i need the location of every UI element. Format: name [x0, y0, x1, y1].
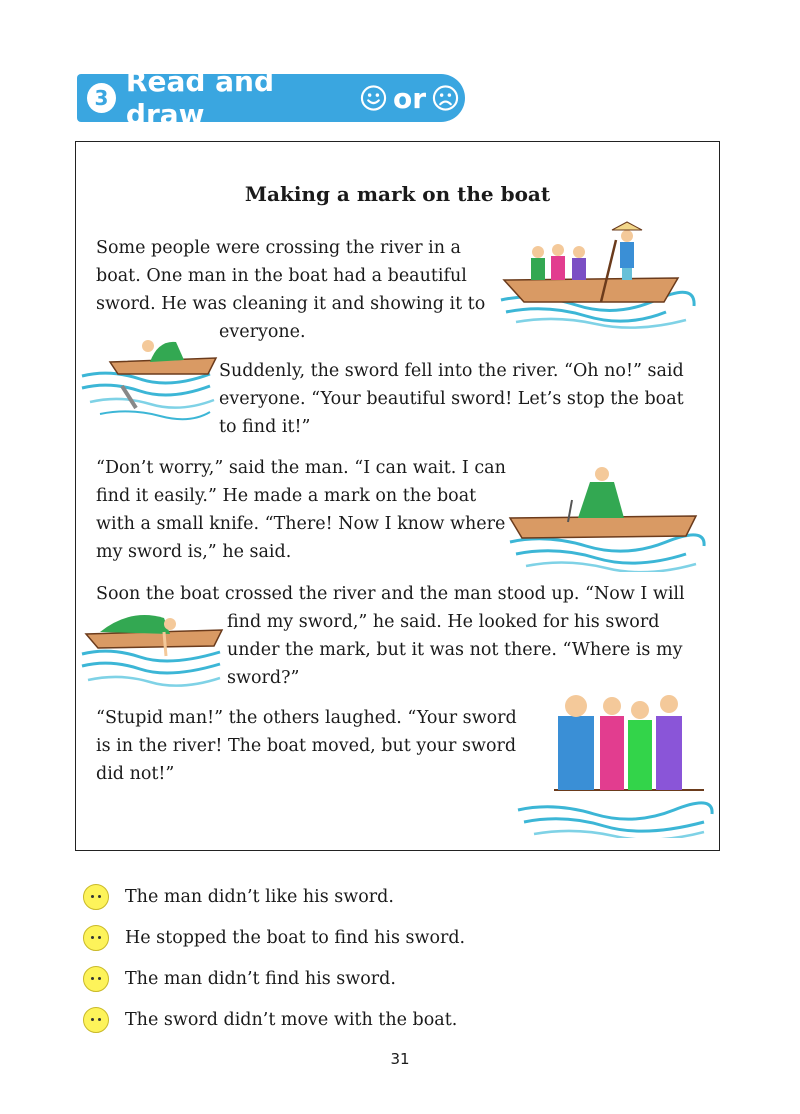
story-line: “Don’t worry,” said the man. “I can wait. I can: [96, 458, 506, 478]
man-marking-boat-illustration: [506, 454, 706, 572]
question-item: [83, 876, 465, 917]
face-icon[interactable]: [83, 925, 109, 951]
face-icon[interactable]: [83, 884, 109, 910]
face-icon[interactable]: [83, 1007, 109, 1033]
story-line: my sword is,” he said.: [96, 542, 292, 562]
story-line: under the mark, but it was not there. “Where is my: [227, 640, 683, 660]
story-line: boat. One man in the boat had a beautiful: [96, 266, 467, 286]
story-line: sword. He was cleaning it and showing it to: [96, 294, 486, 314]
question-text: The man didn’t like his sword.: [125, 886, 394, 907]
story-line: to find it!”: [219, 417, 311, 437]
story-paragraph-5: [96, 704, 517, 788]
people-laughing-illustration: [514, 682, 714, 838]
sad-face-icon: [432, 84, 459, 112]
question-text: The sword didn’t move with the boat.: [125, 1009, 458, 1030]
story-line: Suddenly, the sword fell into the river. “Oh no!” said: [219, 361, 684, 381]
story-line: everyone.: [219, 322, 306, 342]
boat-passengers-illustration: [496, 220, 696, 330]
story-line: is in the river! The boat moved, but your sword: [96, 736, 517, 756]
man-searching-river-illustration: [80, 594, 225, 689]
story-paragraph-2: [219, 357, 684, 441]
section-banner: [77, 65, 465, 131]
story-line: did not!”: [96, 764, 175, 784]
section-connector: or: [392, 81, 426, 115]
story-line: sword?”: [227, 668, 300, 688]
story-title: Making a mark on the boat: [244, 182, 551, 206]
page-number: 31: [390, 1050, 410, 1068]
story-paragraph-3: [96, 454, 506, 566]
question-list: [83, 876, 465, 1040]
story-line: find my sword,” he said. He looked for his sword: [227, 612, 660, 632]
question-text: He stopped the boat to find his sword.: [125, 927, 466, 948]
face-icon[interactable]: [83, 966, 109, 992]
story-line: find it easily.” He made a mark on the boat: [96, 486, 477, 506]
question-text: The man didn’t find his sword.: [125, 968, 396, 989]
question-item: [83, 917, 465, 958]
sword-falling-illustration: [80, 324, 220, 424]
story-line: everyone. “Your beautiful sword! Let’s stop the boat: [219, 389, 684, 409]
smiley-face-icon: [360, 84, 387, 112]
story-line: Some people were crossing the river in a: [96, 238, 461, 258]
story-line: “Stupid man!” the others laughed. “Your sword: [96, 708, 517, 728]
question-item: [83, 999, 465, 1040]
section-title: Read and draw: [125, 65, 275, 131]
section-number: 3: [87, 83, 116, 113]
story-box: [75, 141, 720, 851]
story-line: Soon the boat crossed the river and the man stood up. “Now I will: [96, 584, 685, 604]
question-item: [83, 958, 465, 999]
story-line: with a small knife. “There! Now I know where: [96, 514, 506, 534]
